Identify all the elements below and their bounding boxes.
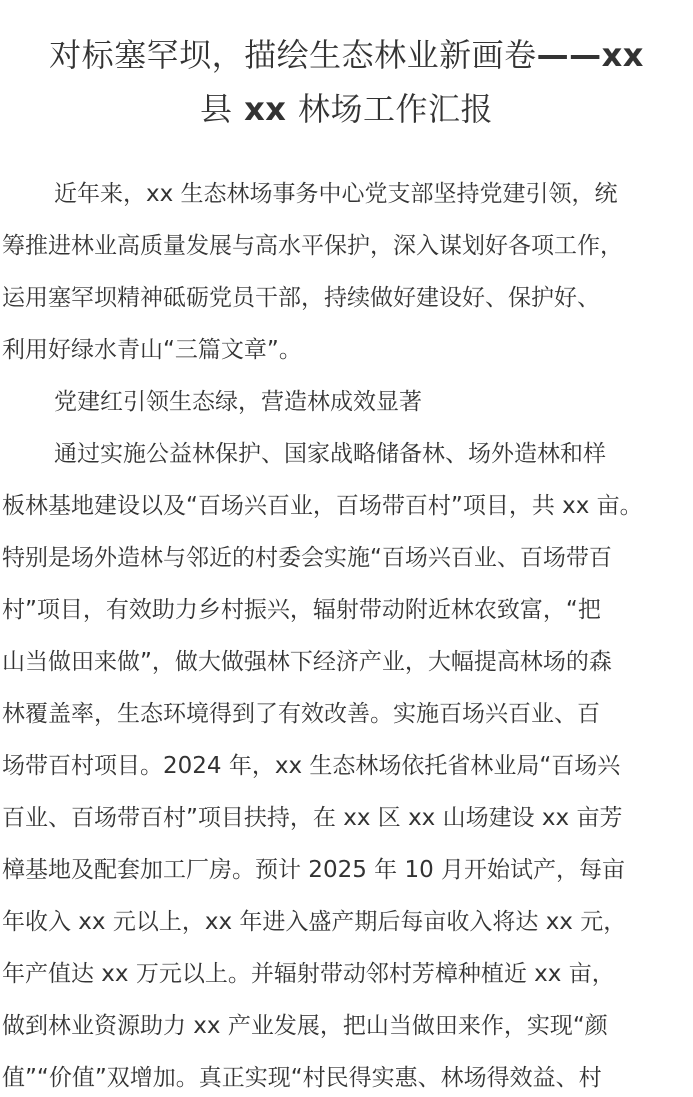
body-line: 做到林业资源助力 xx 产业发展，把山当做田来作，实现“颜 [2, 1013, 608, 1039]
document-title [0, 0, 693, 136]
title-line1-bold: ——xx [536, 36, 644, 74]
body-line: 党建红引领生态绿，营造林成效显著 [54, 389, 422, 415]
body-line: 村”项目，有效助力乡村振兴，辐射带动附近林农致富，“把 [2, 597, 601, 623]
title-line2-prefix: 县 [199, 90, 233, 128]
body-line: 通过实施公益林保护、国家战略储备林、场外造林和样 [54, 441, 606, 467]
title-line2-suffix: 林场工作汇报 [298, 90, 494, 128]
body-line: 板林基地建设以及“百场兴百业，百场带百村”项目，共 xx 亩。 [2, 493, 643, 519]
body-line: 樟基地及配套加工厂房。预计 2025 年 10 月开始试产，每亩 [2, 857, 626, 883]
body-line: 场带百村项目。2024 年，xx 生态林场依托省林业局“百场兴 [2, 753, 621, 779]
title-line2-bold: xx [232, 90, 299, 128]
body-line: 特别是场外造林与邻近的村委会实施“百场兴百业、百场带百 [2, 545, 612, 571]
body-line: 近年来，xx 生态林场事务中心党支部坚持党建引领，统 [54, 181, 618, 207]
title-line1-text: 对标塞罕坝，描绘生态林业新画卷 [49, 36, 537, 74]
body-line: 林覆盖率，生态环境得到了有效改善。实施百场兴百业、百 [2, 701, 600, 727]
body-line: 运用塞罕坝精神砥砺党员干部，持续做好建设好、保护好、 [2, 285, 600, 311]
body-line: 年产值达 xx 万元以上。并辐射带动邻村芳樟种植近 xx 亩， [2, 961, 615, 987]
body-line: 山当做田来做”，做大做强林下经济产业，大幅提高林场的森 [2, 649, 612, 675]
body-line: 年收入 xx 元以上，xx 年进入盛产期后每亩收入将达 xx 元， [2, 909, 627, 935]
body-line: 筹推进林业高质量发展与高水平保护，深入谋划好各项工作， [2, 233, 623, 259]
body-line: 值”“价值”双增加。真正实现“村民得实惠、林场得效益、村 [2, 1065, 602, 1091]
body-line: 利用好绿水青山“三篇文章”。 [2, 337, 302, 363]
document-body [0, 168, 693, 1097]
body-line: 百业、百场带百村”项目扶持，在 xx 区 xx 山场建设 xx 亩芳 [2, 805, 623, 831]
